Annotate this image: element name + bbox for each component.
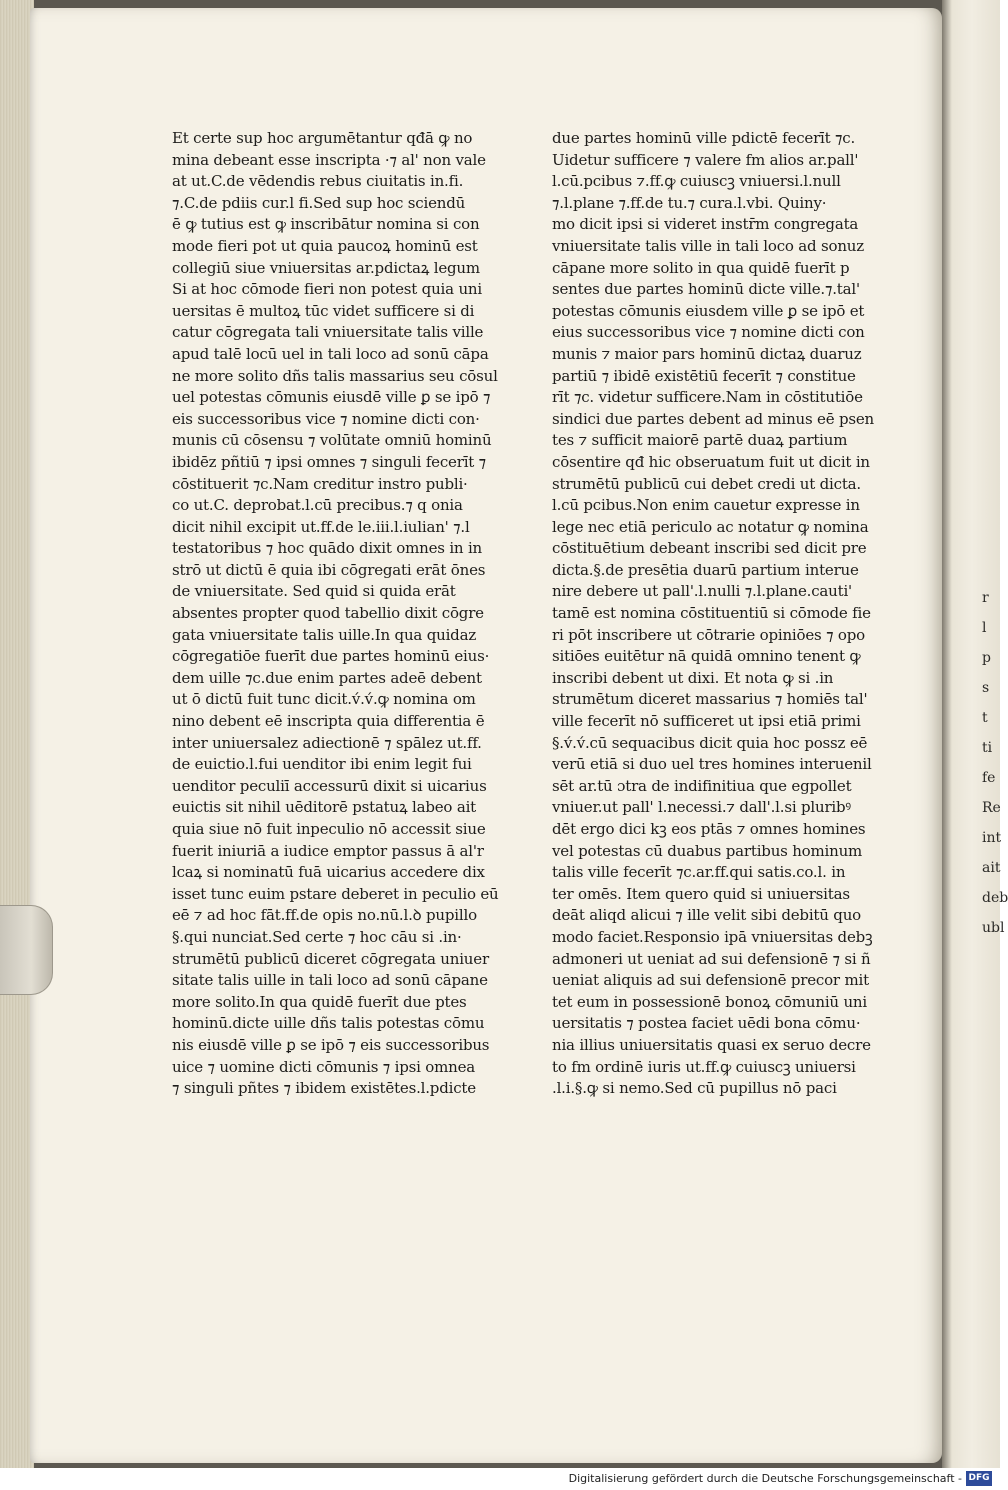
adjacent-page: [942, 0, 1008, 1468]
text-line: sitiōes euitētur nā quidā omnino tenent ꝙ: [552, 647, 861, 666]
text-line: apud talē locū uel in tali loco ad sonū cāpa: [172, 344, 489, 363]
text-line: ne more solito dñs talis massarius seu cōsul: [172, 366, 498, 385]
page-edges: [0, 0, 34, 1468]
text-line: more solito.In qua quidē fuerīt due ptes: [172, 992, 467, 1011]
text-line: lcaꝝ si nominatū fuā uicarius accedere dix: [172, 863, 485, 882]
text-line: nire debere ut pall'.l.nulli ⁊.l.plane.cauti': [552, 582, 852, 601]
text-line: inscribi debent ut dixi. Et nota ꝙ si .in: [552, 668, 834, 687]
adjacent-page-fragment: l: [982, 620, 987, 636]
text-line: collegiū siue vniuersitas ar.pdictaꝝ legum: [172, 258, 480, 277]
text-line: uice ⁊ uomine dicti cōmunis ⁊ ipsi omnea: [172, 1057, 476, 1076]
text-line: cōsentire qđ hic obseruatum fuit ut dicit in: [552, 452, 870, 471]
text-line: ut ō dictū fuit tunc dicit.v́.v́.ꝙ nomina om: [172, 690, 476, 709]
text-line: eis successoribus vice ⁊ nomine dicti con·: [172, 409, 480, 428]
text-line: co ut.C. deprobat.l.cū precibus.⁊ q onia: [172, 496, 463, 515]
text-line: tes ⁊ sufficit maiorē partē duaꝝ partium: [552, 431, 848, 450]
text-line: cōstituerit ⁊c.Nam creditur instro publi·: [172, 474, 468, 493]
text-line: isset tunc euim pstare deberet in peculio eū: [172, 884, 499, 903]
text-line: vniuersitate talis ville in tali loco ad sonuz: [552, 236, 864, 255]
text-line: dem uille ⁊c.due enim partes adeē debent: [172, 668, 482, 687]
text-line: rīt ⁊c. videtur sufficere.Nam in cōstitutiōe: [552, 388, 863, 407]
text-line: Et certe sup hoc argumētantur qđā ꝙ no: [172, 129, 473, 147]
dfg-logo: DFG: [966, 1471, 992, 1486]
text-line: talis ville fecerīt ⁊c.ar.ff.qui satis.co.l. in: [552, 863, 846, 882]
funding-credit: Digitalisierung gefördert durch die Deutsche Forschungsgemeinschaft -: [568, 1472, 962, 1485]
text-line: ⁊ singuli pñtes ⁊ ibidem existētes.l.pdicte: [172, 1079, 476, 1098]
text-line: cōstituētium debeant inscribi sed dicit pre: [552, 539, 867, 558]
text-line: mo dicit ipsi si videret instr̄m congregata: [552, 215, 859, 234]
text-line: lege nec etiā periculo ac notatur ꝙ nomina: [552, 517, 869, 536]
text-line: fuerit iniuriā a iudice emptor passus ā al'r: [172, 841, 484, 860]
text-line: §.v́.v́.cū sequacibus dicit quia hoc possz eē: [552, 733, 868, 752]
book-clamp: [0, 905, 53, 995]
text-line: dēt ergo dici kꝫ eos ptās ⁊ omnes homines: [552, 820, 866, 838]
text-line: sentes due partes hominū dicte ville.⁊.tal': [552, 280, 860, 299]
adjacent-page-fragment: deb: [982, 890, 1008, 906]
text-line: gata vniuersitate talis uille.In qua quidaz: [172, 625, 477, 644]
text-line: deāt aliqd alicui ⁊ ille velit sibi debitū quo: [552, 906, 861, 925]
text-line: to fm ordinē iuris ut.ff.ꝙ cuiuscꝫ uniuersi: [552, 1057, 856, 1076]
text-line: sindici due partes debent ad minus eē psen: [552, 409, 875, 428]
text-line: sitate talis uille in tali loco ad sonū cāpane: [172, 971, 488, 990]
text-line: cōgregatiōe fuerīt due partes hominū eius·: [172, 647, 490, 666]
text-line: partiū ⁊ ibidē existētiū fecerīt ⁊ constitue: [552, 366, 856, 385]
text-line: l.cū pcibus.Non enim cauetur expresse in: [552, 496, 860, 515]
text-line: catur cōgregata tali vniuersitate talis ville: [172, 323, 484, 342]
text-line: ibidēz pñtiū ⁊ ipsi omnes ⁊ singuli fecerīt ⁊: [172, 452, 486, 471]
left-text-column: [172, 128, 512, 1100]
text-line: munis ⁊ maior pars hominū dictaꝝ duaruz: [552, 344, 862, 363]
text-line: verū etiā si duo uel tres homines interuenil: [552, 755, 872, 774]
text-line: Si at hoc cōmode fieri non potest quia uni: [172, 280, 482, 299]
adjacent-page-fragment: ait: [982, 860, 1001, 876]
text-line: euictis sit nihil uēditorē pstatuꝝ labeo ait: [172, 798, 476, 817]
text-line: strumētū publicū cui debet credi ut dicta.: [552, 474, 861, 493]
text-line: sēt ar.tū ɔtra de indifinitiua que egpollet: [552, 776, 852, 795]
adjacent-page-fragment: Re: [982, 800, 1001, 816]
text-line: vel potestas cū duabus partibus hominum: [552, 841, 863, 860]
text-line: de euictio.l.fui uenditor ibi enim legit fui: [172, 755, 472, 774]
text-line: tamē est nomina cōstituentiū si cōmode fie: [552, 604, 871, 623]
text-line: cāpane more solito in qua quidē fuerīt p: [552, 258, 850, 277]
text-line: strumētū publicū diceret cōgregata uniuer: [172, 949, 489, 968]
text-line: mina debeant esse inscripta ·⁊ al' non vale: [172, 150, 486, 169]
text-line: strō ut dictū ē quia ibi cōgregati erāt ōnes: [172, 560, 486, 579]
text-line: eē ⁊ ad hoc fāt.ff.de opis no.nū.l.ꝺ pupillo: [172, 906, 477, 925]
text-line: munis cū cōsensu ⁊ volūtate omniū hominū: [172, 431, 492, 450]
footer-bar: [0, 1468, 1000, 1490]
text-line: ē ꝙ tutius est ꝙ inscribātur nomina si con: [172, 215, 480, 234]
text-line: uenditor peculiī accessurū dixit si uicarius: [172, 776, 487, 795]
text-line: dicit nihil excipit ut.ff.de le.iii.l.iulian' ⁊.l: [172, 517, 470, 536]
text-line: de vniuersitate. Sed quid si quida erāt: [172, 582, 456, 601]
text-line: eius successoribus vice ⁊ nomine dicti con: [552, 323, 865, 342]
text-line: potestas cōmunis eiusdem ville ꝑ se ipō et: [552, 301, 865, 320]
text-line: nis eiusdē ville ꝑ se ipō ⁊ eis successoribus: [172, 1035, 490, 1054]
text-line: mode fieri pot ut quia paucoꝝ hominū est: [172, 236, 478, 255]
text-line: ville fecerīt nō sufficeret ut ipsi etiā primi: [552, 712, 861, 731]
text-line: dicta.§.de presētia duarū partium interue: [552, 560, 859, 579]
text-line: inter uniuersalez adiectionē ⁊ spālez ut.ff.: [172, 733, 482, 752]
text-line: ri pōt inscribere ut cōtrarie opiniōes ⁊ opo: [552, 625, 865, 644]
text-line: ueniat aliquis ad sui defensionē precor mit: [552, 971, 869, 990]
adjacent-page-fragment: fe: [982, 770, 996, 786]
adjacent-page-fragment: ubl: [982, 920, 1005, 936]
text-line: Uidetur sufficere ⁊ valere fm alios ar.pall': [552, 150, 859, 169]
text-line: uersitas ē multoꝝ tūc videt sufficere si di: [172, 301, 475, 320]
text-line: admoneri ut ueniat ad sui defensionē ⁊ si ñ: [552, 949, 871, 968]
adjacent-page-fragment: ti: [982, 740, 993, 756]
text-line: at ut.C.de vēdendis rebus ciuitatis in.fi.: [172, 172, 464, 191]
text-line: .l.i.§.ꝙ si nemo.Sed cū pupillus nō paci: [552, 1079, 837, 1098]
text-line: hominū.dicte uille dñs talis potestas cōmu: [172, 1014, 485, 1033]
text-line: uel potestas cōmunis eiusdē ville ꝑ se ipō ⁊: [172, 388, 491, 407]
adjacent-page-fragment: p: [982, 650, 991, 666]
adjacent-page-fragment: r: [982, 590, 989, 606]
text-line: ⁊.l.plane ⁊.ff.de tu.⁊ cura.l.vbi. Quiny·: [552, 193, 827, 212]
right-text-column: [552, 128, 875, 1100]
text-line: quia siue nō fuit inpeculio nō accessit siue: [172, 820, 486, 838]
text-line: §.qui nunciat.Sed certe ⁊ hoc cāu si .in·: [172, 927, 462, 946]
adjacent-page-fragment: int: [982, 830, 1002, 846]
text-line: l.cū.pcibus ⁊.ff.ꝙ cuiuscꝫ vniuersi.l.null: [552, 172, 841, 191]
text-line: nia illius uniuersitatis quasi ex seruo decre: [552, 1035, 871, 1054]
text-line: ⁊.C.de pdiis cur.l fi.Sed sup hoc sciendū: [172, 193, 466, 212]
adjacent-page-fragment: s: [982, 680, 990, 696]
text-line: strumētum diceret massarius ⁊ homiēs tal': [552, 690, 868, 709]
text-line: modo faciet.Responsio ipā vniuersitas debꝫ: [552, 927, 873, 946]
text-line: ter omēs. Item quero quid si uniuersitas: [552, 884, 850, 903]
adjacent-page-fragment: t: [982, 710, 988, 726]
text-line: due partes hominū ville pdictē fecerīt ⁊c.: [552, 129, 856, 147]
text-line: uersitatis ⁊ postea faciet uēdi bona cōmu·: [552, 1014, 861, 1033]
text-line: vniuer.ut pall' l.necessi.⁊ dall'.l.si pluribꝰ: [552, 798, 851, 817]
text-line: tet eum in possessionē bonoꝝ cōmuniū uni: [552, 992, 867, 1011]
text-line: absentes propter quod tabellio dixit cōgre: [172, 604, 484, 623]
text-line: nino debent eē inscripta quia differentia ē: [172, 712, 485, 731]
text-line: testatoribus ⁊ hoc quādo dixit omnes in in: [172, 539, 483, 558]
